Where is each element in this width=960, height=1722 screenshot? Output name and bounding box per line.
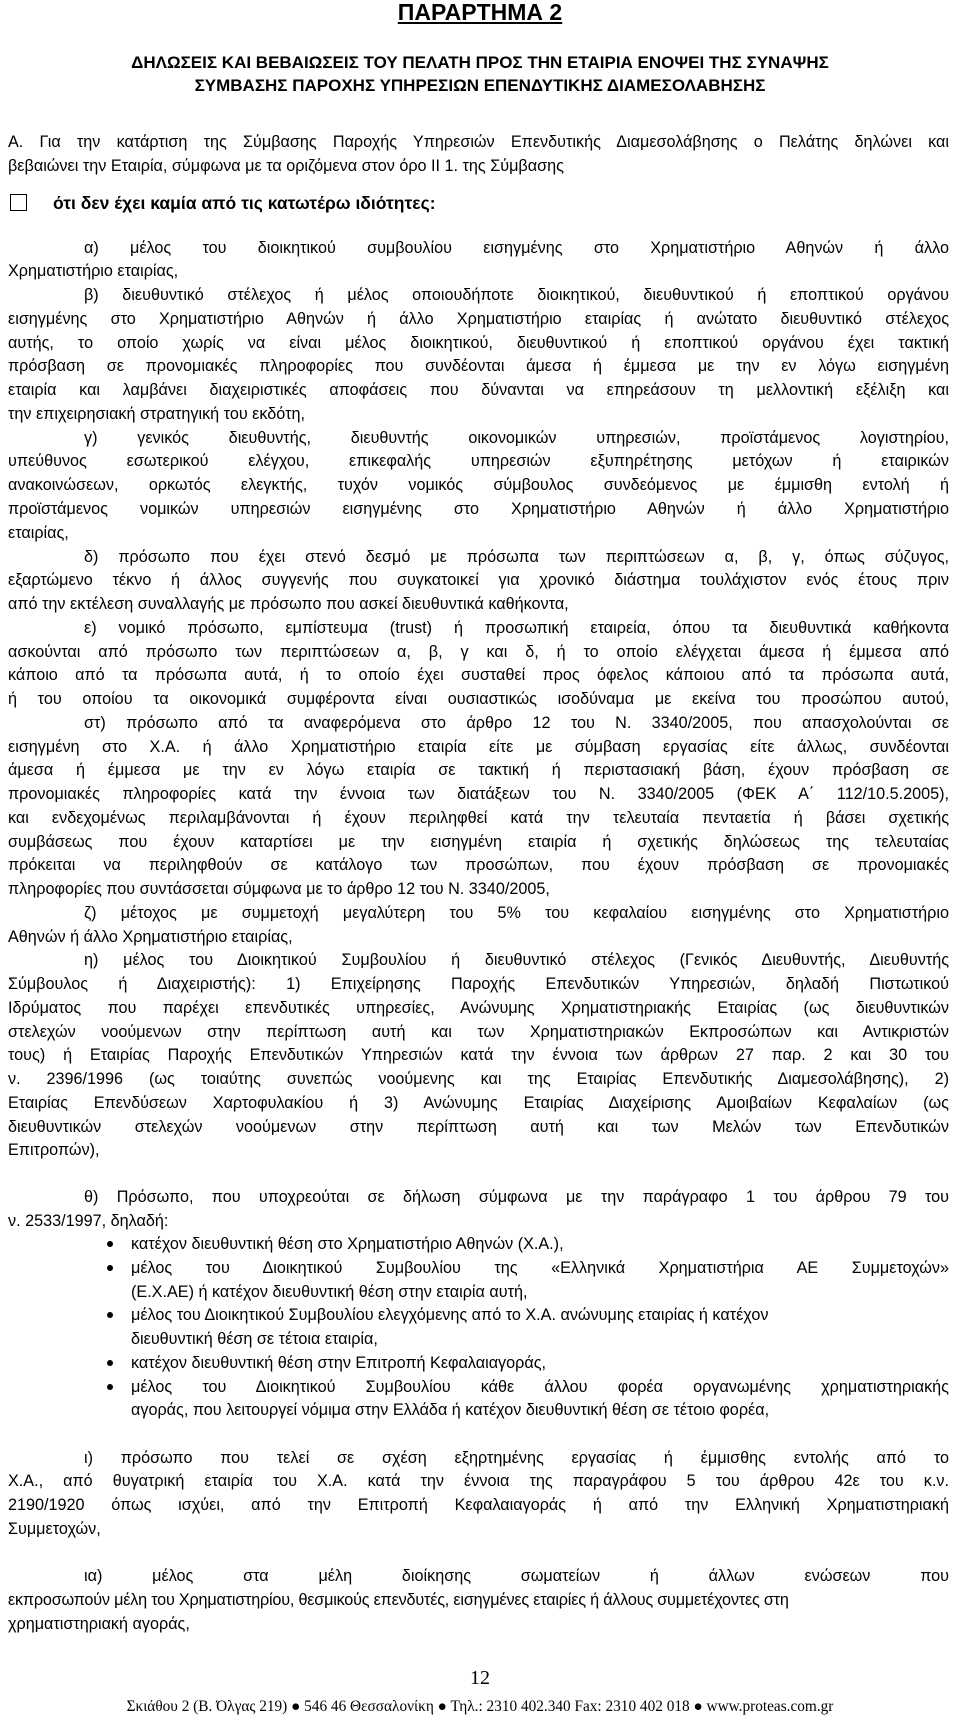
checkbox-label: ότι δεν έχει καμία από τις κατωτέρω ιδιότητες: bbox=[53, 193, 436, 213]
heading-line-2: ΣΥΜΒΑΣΗΣ ΠΑΡΟΧΗΣ ΥΠΗΡΕΣΙΩΝ ΕΠΕΝΔΥΤΙΚΗΣ ΔΙΑΜΕΣΟΛΑΒΗΣΗΣ bbox=[194, 76, 766, 95]
body-line: στελεχών νοούμενων στην περίπτωση αυτή και των Χρηματιστηριακών Εκπροσώπων και Αντικριστών bbox=[8, 1023, 949, 1041]
section-a-line-1: Α. Για την κατάρτιση της Σύμβασης Παροχής Υπηρεσιών Επενδυτικής Διαμεσολάβησης ο Πελάτης δηλώνει και bbox=[8, 133, 949, 151]
bullet-icon bbox=[107, 1360, 113, 1366]
body-line: προνομιακές πληροφορίες κατά την έννοια των διατάξεων του Ν. 3340/2005 (ΦΕΚ Α΄ 112/10.5.2005), bbox=[8, 785, 949, 803]
bullet-item: μέλος του Διοικητικού Συμβουλίου κάθε άλλου φορέα οργανωμένης χρηματιστηριακής bbox=[131, 1378, 949, 1396]
body-line: εξαρτώμενο τέκνο ή άλλος συγγενής που συγκατοικεί για χρονικό διάστημα τουλάχιστον ενός έτους πριν bbox=[8, 571, 949, 589]
body-line: β) διευθυντικό στέλεχος ή μέλος οποιουδήποτε διοικητικού, διευθυντικού ή εποπτικού οργάνου bbox=[84, 286, 949, 304]
body-line: Εταιρίας Επενδύσεων Χαρτοφυλακίου ή 3) Ανώνυμης Εταιρίας Διαχείρισης Αμοιβαίων Κεφαλαίων (ως bbox=[8, 1094, 949, 1112]
body-line: δ) πρόσωπο που έχει στενό δεσμό με πρόσωπα των περιπτώσεων α, β, γ, όπως σύζυγος, bbox=[84, 548, 949, 566]
body-line: εκπροσωπούν μέλη του Χρηματιστηρίου, θεσμικούς επενδυτές, εισηγμένες εταιρίες ή άλλους συμμετέχοντες στη bbox=[8, 1591, 789, 1609]
body-line: εταιρίας, bbox=[8, 524, 69, 542]
bullet-icon bbox=[107, 1384, 113, 1390]
body-line: διευθυντικών στελεχών νοούμενων στην περίπτωση αυτή και των Μελών των Επενδυτικών bbox=[8, 1118, 949, 1136]
body-line: Συμμετοχών, bbox=[8, 1520, 101, 1538]
body-line: τους) ή Εταιρίας Παροχής Επενδυτικών Υπηρεσιών κατά την έννοια των άρθρων 27 παρ. 2 και 30 του bbox=[8, 1046, 949, 1064]
bullet-icon bbox=[107, 1241, 113, 1247]
body-line: πρόσβαση σε προνομιακές πληροφορίες που συνδέονται άμεσα ή έμμεσα με την εν λόγω εισηγμένη bbox=[8, 357, 949, 375]
body-line: η) μέλος του Διοικητικού Συμβουλίου ή διευθυντικό στέλεχος (Γενικός Διευθυντής, Διευθυντής bbox=[84, 951, 949, 969]
bullet-item-continuation: (Ε.Χ.ΑΕ) ή κατέχον διευθυντική θέση στην εταιρία αυτή, bbox=[131, 1283, 528, 1301]
body-line: υπεύθυνος εσωτερικού ελέγχου, επικεφαλής υπηρεσιών εξυπηρέτησης μετόχων ή εταιρικών bbox=[8, 452, 949, 470]
body-line: θ) Πρόσωπο, που υποχρεούται σε δήλωση σύμφωνα με την παράγραφο 1 του άρθρου 79 του bbox=[84, 1188, 949, 1206]
body-line: συμβάσεως που έχουν καταρτίσει με την εισηγμένη εταιρία ή σχετικής δηλώσεως της τελευταίας bbox=[8, 833, 949, 851]
page-title: ΠΑΡΑΡΤΗΜΑ 2 bbox=[397, 0, 563, 25]
body-line: ε) νομικό πρόσωπο, εμπίστευμα (trust) ή προσωπική εταιρεία, όπου τα διευθυντικά καθήκοντα bbox=[84, 619, 949, 637]
body-line: Χ.Α., από θυγατρική εταιρία του Χ.Α. κατά την έννοια της παραγράφου 5 του άρθρου 42ε του κ.ν. bbox=[8, 1472, 949, 1490]
bullet-icon bbox=[107, 1312, 113, 1318]
bullet-item: κατέχον διευθυντική θέση στο Χρηματιστήριο Αθηνών (Χ.Α.), bbox=[131, 1235, 564, 1253]
body-line: εισηγμένης στο Χρηματιστήριο Αθηνών ή άλλο Χρηματιστήριο εταιρίας ή ανώτατο διευθυντικό στέλεχος bbox=[8, 310, 949, 328]
bullet-item: μέλος του Διοικητικού Συμβουλίου ελεγχόμενης από το Χ.Α. ανώνυμης εταιρίας ή κατέχον bbox=[131, 1306, 769, 1324]
body-line: Αθηνών ή άλλο Χρηματιστήριο εταιρίας, bbox=[8, 928, 293, 946]
body-line: ν. 2533/1997, δηλαδή: bbox=[8, 1212, 169, 1230]
body-line: άμεσα ή έμμεσα με την εν λόγω εταιρία σε τακτική ή περιστασιακή βάση, έχουν πρόσβαση σε bbox=[8, 761, 949, 779]
body-line: εταιρία και λαμβάνει διαχειριστικές αποφάσεις που δύνανται να επηρεάσουν τη μελλοντική εξέλιξη και bbox=[8, 381, 949, 399]
body-line: ια) μέλος στα μέλη διοίκησης σωματείων ή άλλων ενώσεων που bbox=[84, 1567, 949, 1585]
page-number: 12 bbox=[470, 1667, 490, 1689]
body-line: ασκούνται από πρόσωπο των περιπτώσεων α, β, γ και δ, ή το οποίο ελέγχεται άμεσα ή έμμεσα από bbox=[8, 643, 949, 661]
body-line: ν. 2396/1996 (ως τοιαύτης συνεπώς νοούμενης και της Εταιρίας Επενδυτικής Διαμεσολάβησης), 2) bbox=[8, 1070, 949, 1088]
body-line: αυτής, το οποίο χωρίς να είναι μέλος διοικητικού, διευθυντικού ή εποπτικού οργάνου έχει τακτική bbox=[8, 334, 949, 352]
body-line: πρόκειται να περιληφθούν σε κατάλογο των προσώπων, που έχουν πρόσβαση σε προνομιακές bbox=[8, 856, 949, 874]
bullet-item: κατέχον διευθυντική θέση στην Επιτροπή Κεφαλαιαγοράς, bbox=[131, 1354, 547, 1372]
body-line: Επιτροπών), bbox=[8, 1141, 100, 1159]
body-line: ανακοινώσεων, ορκωτός ελεγκτής, τυχόν νομικός σύμβουλος συνδεόμενος με έμμισθη εντολή ή bbox=[8, 476, 949, 494]
bullet-item: μέλος του Διοικητικού Συμβουλίου της «Ελληνικά Χρηματιστήρια ΑΕ Συμμετοχών» bbox=[131, 1259, 949, 1277]
body-line: και ενδεχομένως περιλαμβάνονται ή έχουν περιληφθεί κατά την τελευταία πενταετία ή βάσει σχετικής bbox=[8, 809, 949, 827]
body-line: α) μέλος του διοικητικού συμβουλίου εισηγμένης στο Χρηματιστήριο Αθηνών ή άλλο bbox=[84, 239, 949, 257]
body-line: Ιδρύματος που παρέχει επενδυτικές υπηρεσίες, Ανώνυμης Χρηματιστηριακής Εταιρίας (ως διευθυντικών bbox=[8, 999, 949, 1017]
body-line: εισηγμένη στο Χ.Α. ή άλλο Χρηματιστήριο εταιρία είτε με σύμβαση εργασίας είτε άλλως, συνδέονται bbox=[8, 738, 949, 756]
body-line: ι) πρόσωπο που τελεί σε σχέση εξηρτημένης εργασίας ή έμμισθης εντολής από το bbox=[84, 1449, 949, 1467]
body-line: πληροφορίες που συντάσσεται σύμφωνα με το άρθρο 12 του Ν. 3340/2005, bbox=[8, 880, 550, 898]
bullet-item-continuation: αγοράς, που λειτουργεί νόμιμα στην Ελλάδα ή κατέχον διευθυντική θέση σε τέτοιο φορέα, bbox=[131, 1401, 770, 1419]
body-line: γ) γενικός διευθυντής, διευθυντής οικονομικών υπηρεσιών, προϊστάμενος λογιστηρίου, bbox=[84, 429, 949, 447]
body-line: Σύμβουλος ή Διαχειριστής): 1) Επιχείρησης Παροχής Επενδυτικών Υπηρεσιών, δηλαδή Πιστωτικού bbox=[8, 975, 949, 993]
bullet-item-continuation: διευθυντική θέση σε τέτοια εταιρία, bbox=[131, 1330, 378, 1348]
body-line: την επιχειρησιακή στρατηγική του εκδότη, bbox=[8, 405, 305, 423]
body-line: κάποιο από τα πρόσωπα αυτά, ή το οποίο έχει συσταθεί προς όφελος κάποιου από τα πρόσωπα αυτά, bbox=[8, 666, 949, 684]
page-footer: Σκιάθου 2 (Β. Όλγας 219) ● 546 46 Θεσσαλονίκη ● Τηλ.: 2310 402.340 Fax: 2310 402 018 ● www.proteas.com.gr bbox=[126, 1698, 834, 1715]
statement-checkbox[interactable] bbox=[10, 194, 27, 211]
body-line: χρηματιστηριακή αγοράς, bbox=[8, 1615, 190, 1633]
body-line: ή του οποίου τα οικονομικά συμφέροντα είναι ουσιαστικώς ισοδύναμα με εκείνα του προσώπου αυτού, bbox=[8, 690, 949, 708]
section-a-line-2: βεβαιώνει την Εταιρία, σύμφωνα με τα οριζόμενα στον όρο ΙΙ 1. της Σύμβασης bbox=[8, 157, 564, 175]
bullet-icon bbox=[107, 1265, 113, 1271]
body-line: ζ) μέτοχος με συμμετοχή μεγαλύτερη του 5% του κεφαλαίου εισηγμένης στο Χρηματιστήριο bbox=[84, 904, 949, 922]
body-line: στ) πρόσωπο από τα αναφερόμενα στο άρθρο 12 του Ν. 3340/2005, που απασχολούνται σε bbox=[84, 714, 949, 732]
body-line: προϊστάμενος νομικών υπηρεσιών εισηγμένης στο Χρηματιστήριο Αθηνών ή άλλο Χρηματιστήριο bbox=[8, 500, 949, 518]
body-line: 2190/1920 όπως ισχύει, από την Επιτροπή Κεφαλαιαγοράς ή από την Ελληνική Χρηματιστηριακή bbox=[8, 1496, 949, 1514]
heading-line-1: ΔΗΛΩΣΕΙΣ ΚΑΙ ΒΕΒΑΙΩΣΕΙΣ ΤΟΥ ΠΕΛΑΤΗ ΠΡΟΣ ΤΗΝ ΕΤΑΙΡΙΑ ΕΝΟΨΕΙ ΤΗΣ ΣΥΝΑΨΗΣ bbox=[131, 53, 829, 72]
body-line: Χρηματιστήριο εταιρίας, bbox=[8, 262, 179, 280]
body-line: από την εκτέλεση συναλλαγής με πρόσωπο που ασκεί διευθυντικά καθήκοντα, bbox=[8, 595, 569, 613]
